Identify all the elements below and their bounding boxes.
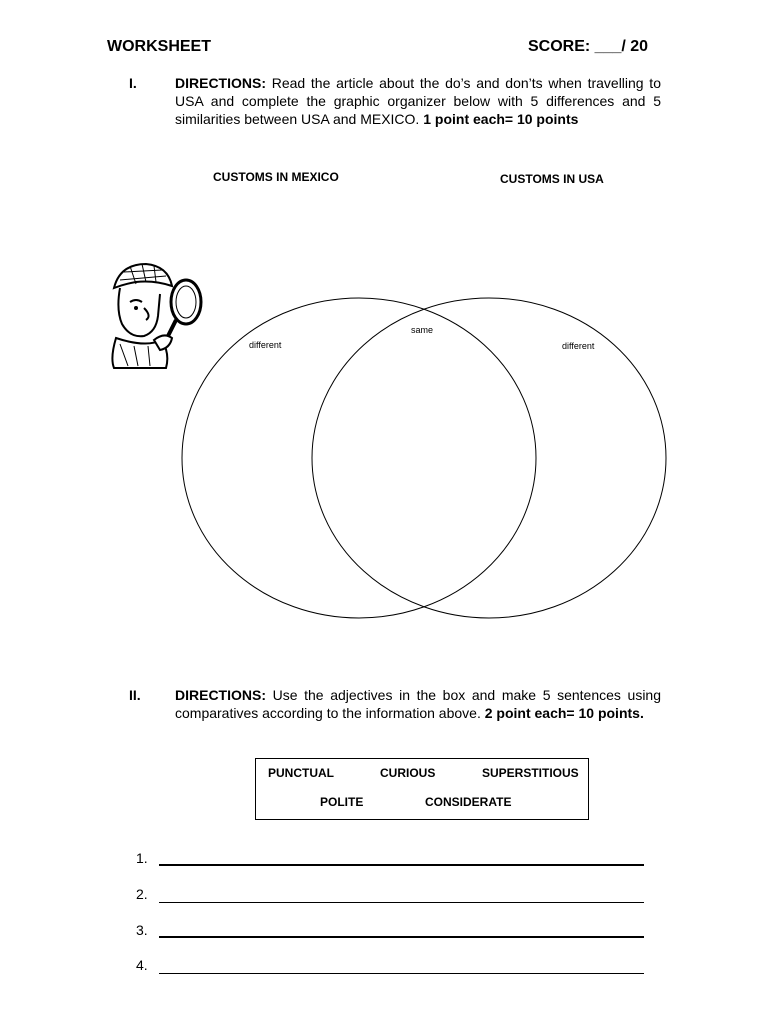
section-1-directions-label: DIRECTIONS: xyxy=(175,75,266,91)
customs-usa-heading: CUSTOMS IN USA xyxy=(500,172,604,186)
section-2-directions-label: DIRECTIONS: xyxy=(175,687,266,703)
venn-left-label: different xyxy=(249,340,282,350)
customs-mexico-heading: CUSTOMS IN MEXICO xyxy=(213,170,339,184)
venn-middle-label: same xyxy=(411,325,434,335)
answer-number: 2. xyxy=(136,886,148,902)
worksheet-title: WORKSHEET xyxy=(107,38,211,55)
section-1-directions-text: Read the article about the do’s and don’ts when travelling to USA and complete the graphic organizer below with 5 differences and 5 similarities between USA and MEXICO. xyxy=(175,75,661,127)
adjective-word: SUPERSTITIOUS xyxy=(482,766,579,780)
section-1-number: I. xyxy=(129,75,137,91)
score-label: SCORE: ___/ 20 xyxy=(528,38,649,55)
adjectives-box xyxy=(255,758,589,820)
answer-line-3[interactable] xyxy=(159,932,644,938)
answer-line-2[interactable] xyxy=(159,898,644,903)
answer-number: 3. xyxy=(136,922,148,938)
answer-number: 4. xyxy=(136,957,148,973)
section-1-directions xyxy=(175,74,661,128)
answer-line-1[interactable] xyxy=(159,860,644,866)
section-2-directions xyxy=(175,686,661,722)
venn-circle-mexico xyxy=(182,298,536,618)
adjective-word: PUNCTUAL xyxy=(268,766,334,780)
section-2-number: II. xyxy=(129,687,141,703)
section-2-points: 2 point each= 10 points. xyxy=(484,705,644,721)
adjective-word: CONSIDERATE xyxy=(425,795,512,809)
adjective-word: CURIOUS xyxy=(380,766,436,780)
venn-right-label: different xyxy=(562,341,595,351)
answer-number: 1. xyxy=(136,850,148,866)
section-1-points: 1 point each= 10 points xyxy=(423,111,579,127)
answer-line-4[interactable] xyxy=(159,969,644,974)
venn-circle-usa xyxy=(312,298,666,618)
section-2-directions-text: Use the adjectives in the box and make 5 sentences using comparatives according to the information above. xyxy=(175,687,661,721)
adjective-word: POLITE xyxy=(320,795,364,809)
